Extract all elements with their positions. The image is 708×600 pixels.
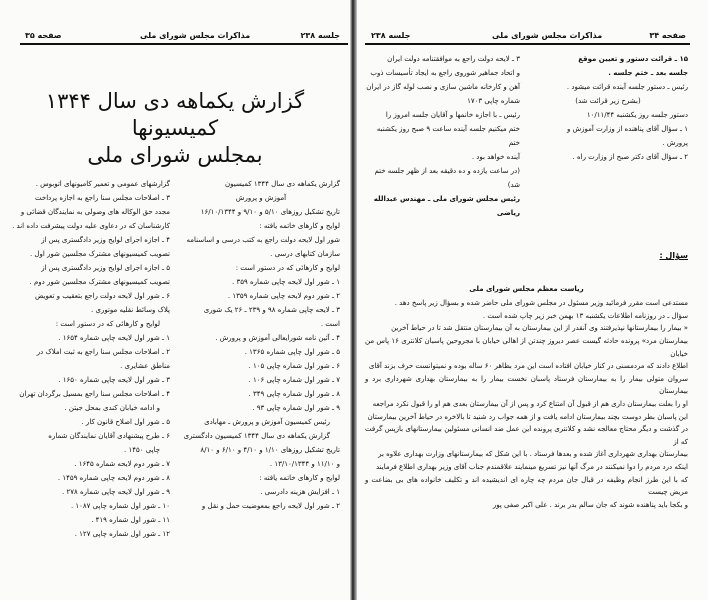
report-line: ۱ ـ افزایش هزینه دادرسی . bbox=[260, 488, 340, 496]
report-line: و ۱۱/۱۰ و ۱۳/۱۰/۱۳۴۴ . bbox=[269, 460, 340, 468]
agenda-line: رئیس ـ دستور جلسه آینده قرائت میشود . bbox=[566, 83, 688, 91]
report-line: سازمان کتابهای درسی . bbox=[270, 250, 340, 258]
report-line: پلاک وسائط نقلیه موتوری . bbox=[91, 306, 170, 314]
agenda-line: (بشرح زیر قرائت شد) bbox=[575, 97, 641, 105]
session-line: آینده خواهد بود . bbox=[471, 153, 520, 161]
report-line: گزارشهای عمومی و تعمیر کامیونهای اتوبوس . bbox=[35, 180, 170, 188]
question-heading: سؤال : bbox=[659, 251, 688, 260]
report-subtitle: بمجلس شورای ملی bbox=[87, 143, 263, 167]
question-line: « بیمار را بیمارستانها نپذیرفتند وی آنقدر از این بیمارستان به آن بیمارستان منتقل شد تا در حیاط آخرین bbox=[391, 324, 688, 333]
left-page-right-column bbox=[182, 177, 340, 513]
report-line: ۲ ـ شور اول لایحه راجع بمعوضیت حمل و نقل و bbox=[201, 502, 340, 510]
report-line: لوایح و کارهای خاتمه یافته : bbox=[259, 474, 340, 482]
report-line: ۱۱ ـ شور اول شماره ۴۱۹ . bbox=[91, 516, 170, 524]
session-line: ختم میکنیم جلسه آینده ساعت ۹ صبح روز یکشنبه ختم bbox=[376, 125, 520, 147]
report-line: ۱ ـ شور اول لایحه چاپی شماره ۱۶۵۴ . bbox=[58, 334, 170, 342]
question-section bbox=[365, 250, 688, 511]
question-line: بیمارستان بهداری شهرداری آغاز شده و بعدها فرستاد . با این شکل که بیمارستانهای وزارت بهداری علاوه بر bbox=[378, 450, 688, 459]
report-line: ۵ ـ اجازه اجرای لوایح وزیر دادگستری پس از bbox=[41, 264, 170, 272]
question-line: او را بعلت بیمارستان داری هم از قبول آن امتناع کرد و پس از آن بیمارستان بعدی هم او را قبول نکرد مراجعه bbox=[372, 399, 688, 408]
report-line: تاریخ تشکیل روزهای ۱/۱۰ و ۴/۱۰ و ۶/۱۰ و ۸/۱۰ bbox=[200, 446, 340, 454]
report-line: ۴ ـ اصلاحات مجلس سنا راجع بمسیل برگردان تهران bbox=[19, 390, 170, 398]
report-line: ۹ ـ شور اول شماره چاپی ۹۳ . bbox=[252, 404, 340, 412]
right-page-columns bbox=[365, 52, 688, 220]
report-line: ۲ ـ شور دوم لایحه چاپی شماره ۱۳۵۹ . bbox=[227, 292, 340, 300]
right-page-left-column bbox=[365, 52, 520, 220]
left-page-left-column bbox=[10, 177, 170, 541]
report-line: ۱۰ ـ شور اول شماره چاپی ۱۰۸۷ . bbox=[70, 502, 170, 510]
report-line: لوایح و کارهائی که در دستور است : bbox=[55, 320, 160, 328]
report-title-block bbox=[10, 88, 340, 169]
session-line: (در ساعت یازده و ده دقیقه بعد از ظهر جلسه ختم شد) bbox=[374, 167, 520, 189]
report-line: تاریخ تشکیل روزهای ۵/۱۰ و ۹/۱۰ و ۱۶/۱۰/۱۳۴۴ bbox=[200, 208, 340, 216]
question-line: در گذشت و دیگر محتاج معالجه نشد و کلانتری پرونده این عمل ضد انسانی مسئولین بیمارستانهای بازپس گرفت که از bbox=[365, 425, 688, 446]
question-body bbox=[365, 297, 688, 511]
report-line: کارشناسان که در دعاوی علیه دولت پیشرفت داده اند . bbox=[12, 222, 170, 230]
session-number: جلسه ۲۳۸ bbox=[371, 31, 411, 40]
report-line: ۸ ـ شور اول شماره چاپی ۳۴۹ . bbox=[248, 390, 340, 398]
report-line: مجدد حق الوکاله های وصولی به نمایندگان قضائی و bbox=[20, 208, 170, 216]
report-line: ۶ ـ طرح پیشنهادی آقایان نمایندگان شماره bbox=[48, 432, 170, 440]
report-line: لوایح و کارهای خاتمه یافته : bbox=[259, 222, 340, 230]
report-line: آموزش و پرورش bbox=[235, 194, 287, 202]
session-line: رئیس ـ با اجازه خانمها و آقایان جلسه امروز را bbox=[385, 111, 520, 119]
report-line: ۳ ـ لایحه چاپی شماره ۹۸ و ۲۳۹ ـ ۲۶ یک شوری bbox=[203, 306, 340, 314]
question-line: سروان متولی بیمار را به بیمارستان فرستاد پاسبان نخست بیمار را به بیمارستان بهداری شهرداری برد و بیمارستان bbox=[365, 374, 688, 396]
report-line: ۴ ـ آئین نامه شورایعالی آموزش و پرورش . bbox=[215, 334, 340, 342]
report-line: مناطق عشایری . bbox=[120, 362, 170, 370]
report-line: ۷ ـ شور دوم لایحه شماره ۱۶۴۵ . bbox=[74, 460, 170, 468]
running-title: مذاکرات مجلس شورای ملی bbox=[492, 31, 603, 40]
report-line: چاپی ۱۴۵۰ . bbox=[124, 446, 160, 454]
agenda-line: ۱۵ ـ قرائت دستور و تعیین موقع bbox=[578, 55, 688, 63]
report-line: ۳ ـ شور اول لایحه چاپی شماره ۱۶۵۰ . bbox=[58, 376, 170, 384]
report-line: شور اول لایحه دولت راجع به کتب درسی و اساسنامه bbox=[186, 236, 340, 244]
report-line: تصویب کمیسیونهای مشترک مجلسین شور اول . bbox=[29, 250, 170, 258]
right-page-right-column bbox=[528, 52, 688, 164]
report-line: ۵ ـ شور اول چاپی شماره ۱۳۶۵ . bbox=[244, 348, 340, 356]
report-line: ۶ ـ شور اول شماره چاپی ۱۰۵ . bbox=[248, 362, 340, 370]
report-line: ۶ ـ شور اول لایحه دولت راجع بتعقیب و تعویض bbox=[34, 292, 170, 300]
agenda-line: جلسه بعد ـ ختم جلسه . bbox=[608, 69, 688, 77]
report-line: است . bbox=[320, 320, 340, 328]
report-line: ۱۲ ـ شور اول شماره چاپی ۱۲۷ . bbox=[74, 530, 170, 538]
report-line: ۱ ـ شور اول لایحه چاپی شماره ۳۵۹ . bbox=[232, 278, 340, 286]
report-title: گزارش یکماهه دی سال ۱۳۴۴ کمیسیونها bbox=[45, 89, 305, 140]
report-line: ۲ ـ اصلاحات مجلس سنا راجع به ثبت املاک در bbox=[36, 348, 170, 356]
report-line: گزارش یکماهه دی سال ۱۳۴۴ کمیسیون bbox=[225, 180, 340, 188]
session-line: آهن و کارخانه ماشین سازی و نصب لوله گاز در ایران bbox=[366, 83, 520, 91]
report-line: ۸ ـ شور دوم لایحه چاپی شماره ۱۴۵۹ . bbox=[57, 474, 170, 482]
question-line: اطلاع دادند که مردمسنی در کنار خیابان افتاده است این مرد بظاهر ۶۰ ساله بوده و نمیتوانست حرف بزند آقای bbox=[368, 362, 688, 371]
agenda-line: دستور جلسه روز یکشنبه ۱۰/۱۱/۴۴ bbox=[586, 111, 688, 119]
session-line: و اتحاد جماهیر شوروی راجع به ایجاد تأسیسات ذوب bbox=[370, 69, 520, 77]
session-line: شماره چاپی ۱۷۰۳ bbox=[467, 97, 520, 105]
report-line: لوایح و کارهائی که در دستور است : bbox=[235, 264, 340, 272]
report-line: ۷ ـ شور اول شماره چاپی ۱۰۶ . bbox=[248, 376, 340, 384]
question-line: و بکجا باید پناهنده شوند که جان سالم بدر برند . علی اکبر صفی پور bbox=[492, 500, 688, 509]
report-line: ۹ ـ شور اول لایحه چاپی شماره ۲۷۸ . bbox=[62, 488, 170, 496]
header-rule bbox=[20, 43, 348, 45]
session-number: جلسه ۲۳۸ bbox=[300, 31, 340, 40]
question-line: سؤال ـ در روزنامه اطلاعات یکشنبه ۱۳ بهمن خبر زیر چاپ شده است . bbox=[482, 311, 688, 320]
page-gutter bbox=[350, 0, 357, 600]
report-line: و ادامه خیابان کندی بمحل جیتن . bbox=[64, 404, 160, 412]
question-line: مستدعی است مقرر فرمائید وزیر مسئول در مجلس شورای ملی حاضر شده و بسؤال زیر پاسخ دهد . bbox=[394, 299, 688, 308]
agenda-line: ۲ ـ سؤال آقای دکتر صبح از وزارت راه . bbox=[572, 153, 688, 161]
page-number: صفحه ۳۴ bbox=[649, 31, 686, 40]
addressee: ریاست معظم مجلس شورای ملی bbox=[469, 284, 584, 293]
report-line: ۴ ـ اجازه اجرای لوایح وزیر دادگستری پس از bbox=[41, 236, 170, 244]
left-page bbox=[0, 0, 350, 600]
report-line: ۵ ـ شور اول اصلاح قانون کار . bbox=[81, 418, 170, 426]
report-line: گزارش یکماهه دی سال ۱۳۴۴ کمیسیون دادگستری bbox=[183, 432, 330, 440]
report-line: ۳ ـ اصلاحات مجلس سنا راجع به اجازه پرداخت bbox=[35, 194, 170, 202]
report-line: رئیس کمیسیون آموزش و پرورش ـ مهابادی bbox=[204, 418, 330, 426]
session-line: ۳ ـ لایحه دولت راجع به موافقتنامه دولت ایران bbox=[387, 55, 520, 63]
session-line: رئیس مجلس شورای ملی ـ مهندس عبدالله ریاضی bbox=[373, 195, 520, 217]
right-page bbox=[357, 0, 708, 600]
question-line: اینکه درد مردم را دوا نمیکنند در مرگ آنها نیز تسریع مینمایند علاقمندم جناب آقای وزیر بهداری اطلاع فرمایند bbox=[375, 462, 688, 471]
question-line: این پاسبان بطر دوست بچند بیمارستان ادامه یافت و از همه جواب رد شنید تا بالاخره در حیاط آخرین بیمارستان bbox=[367, 412, 688, 421]
question-line: که با این طرز انجام وظیفه در قبال جان مردم چه چاره ای اندیشیده اند و تکلیف خانواده های بی بضاعت و مریض چیست bbox=[365, 475, 688, 497]
question-line: بیمارستان مرد» پرونده حادثه گیست عصر دیروز چندتن از اهالی خیابان با مجروحین پاسبان کلانتری ۱۶ پاس من خیابان bbox=[365, 336, 689, 358]
agenda-line: ۱ ـ سؤال آقای پناهنده از وزارت آموزش و bbox=[567, 125, 688, 133]
running-title: مذاکرات مجلس شورای ملی bbox=[140, 31, 251, 40]
header-rule bbox=[365, 43, 690, 45]
agenda-line: پرورش . bbox=[662, 139, 688, 147]
left-page-columns bbox=[10, 177, 340, 541]
page-number: صفحه ۳۵ bbox=[25, 31, 62, 40]
report-line: تصویب کمیسیونهای مشترک مجلسین شور دوم . bbox=[29, 278, 170, 286]
